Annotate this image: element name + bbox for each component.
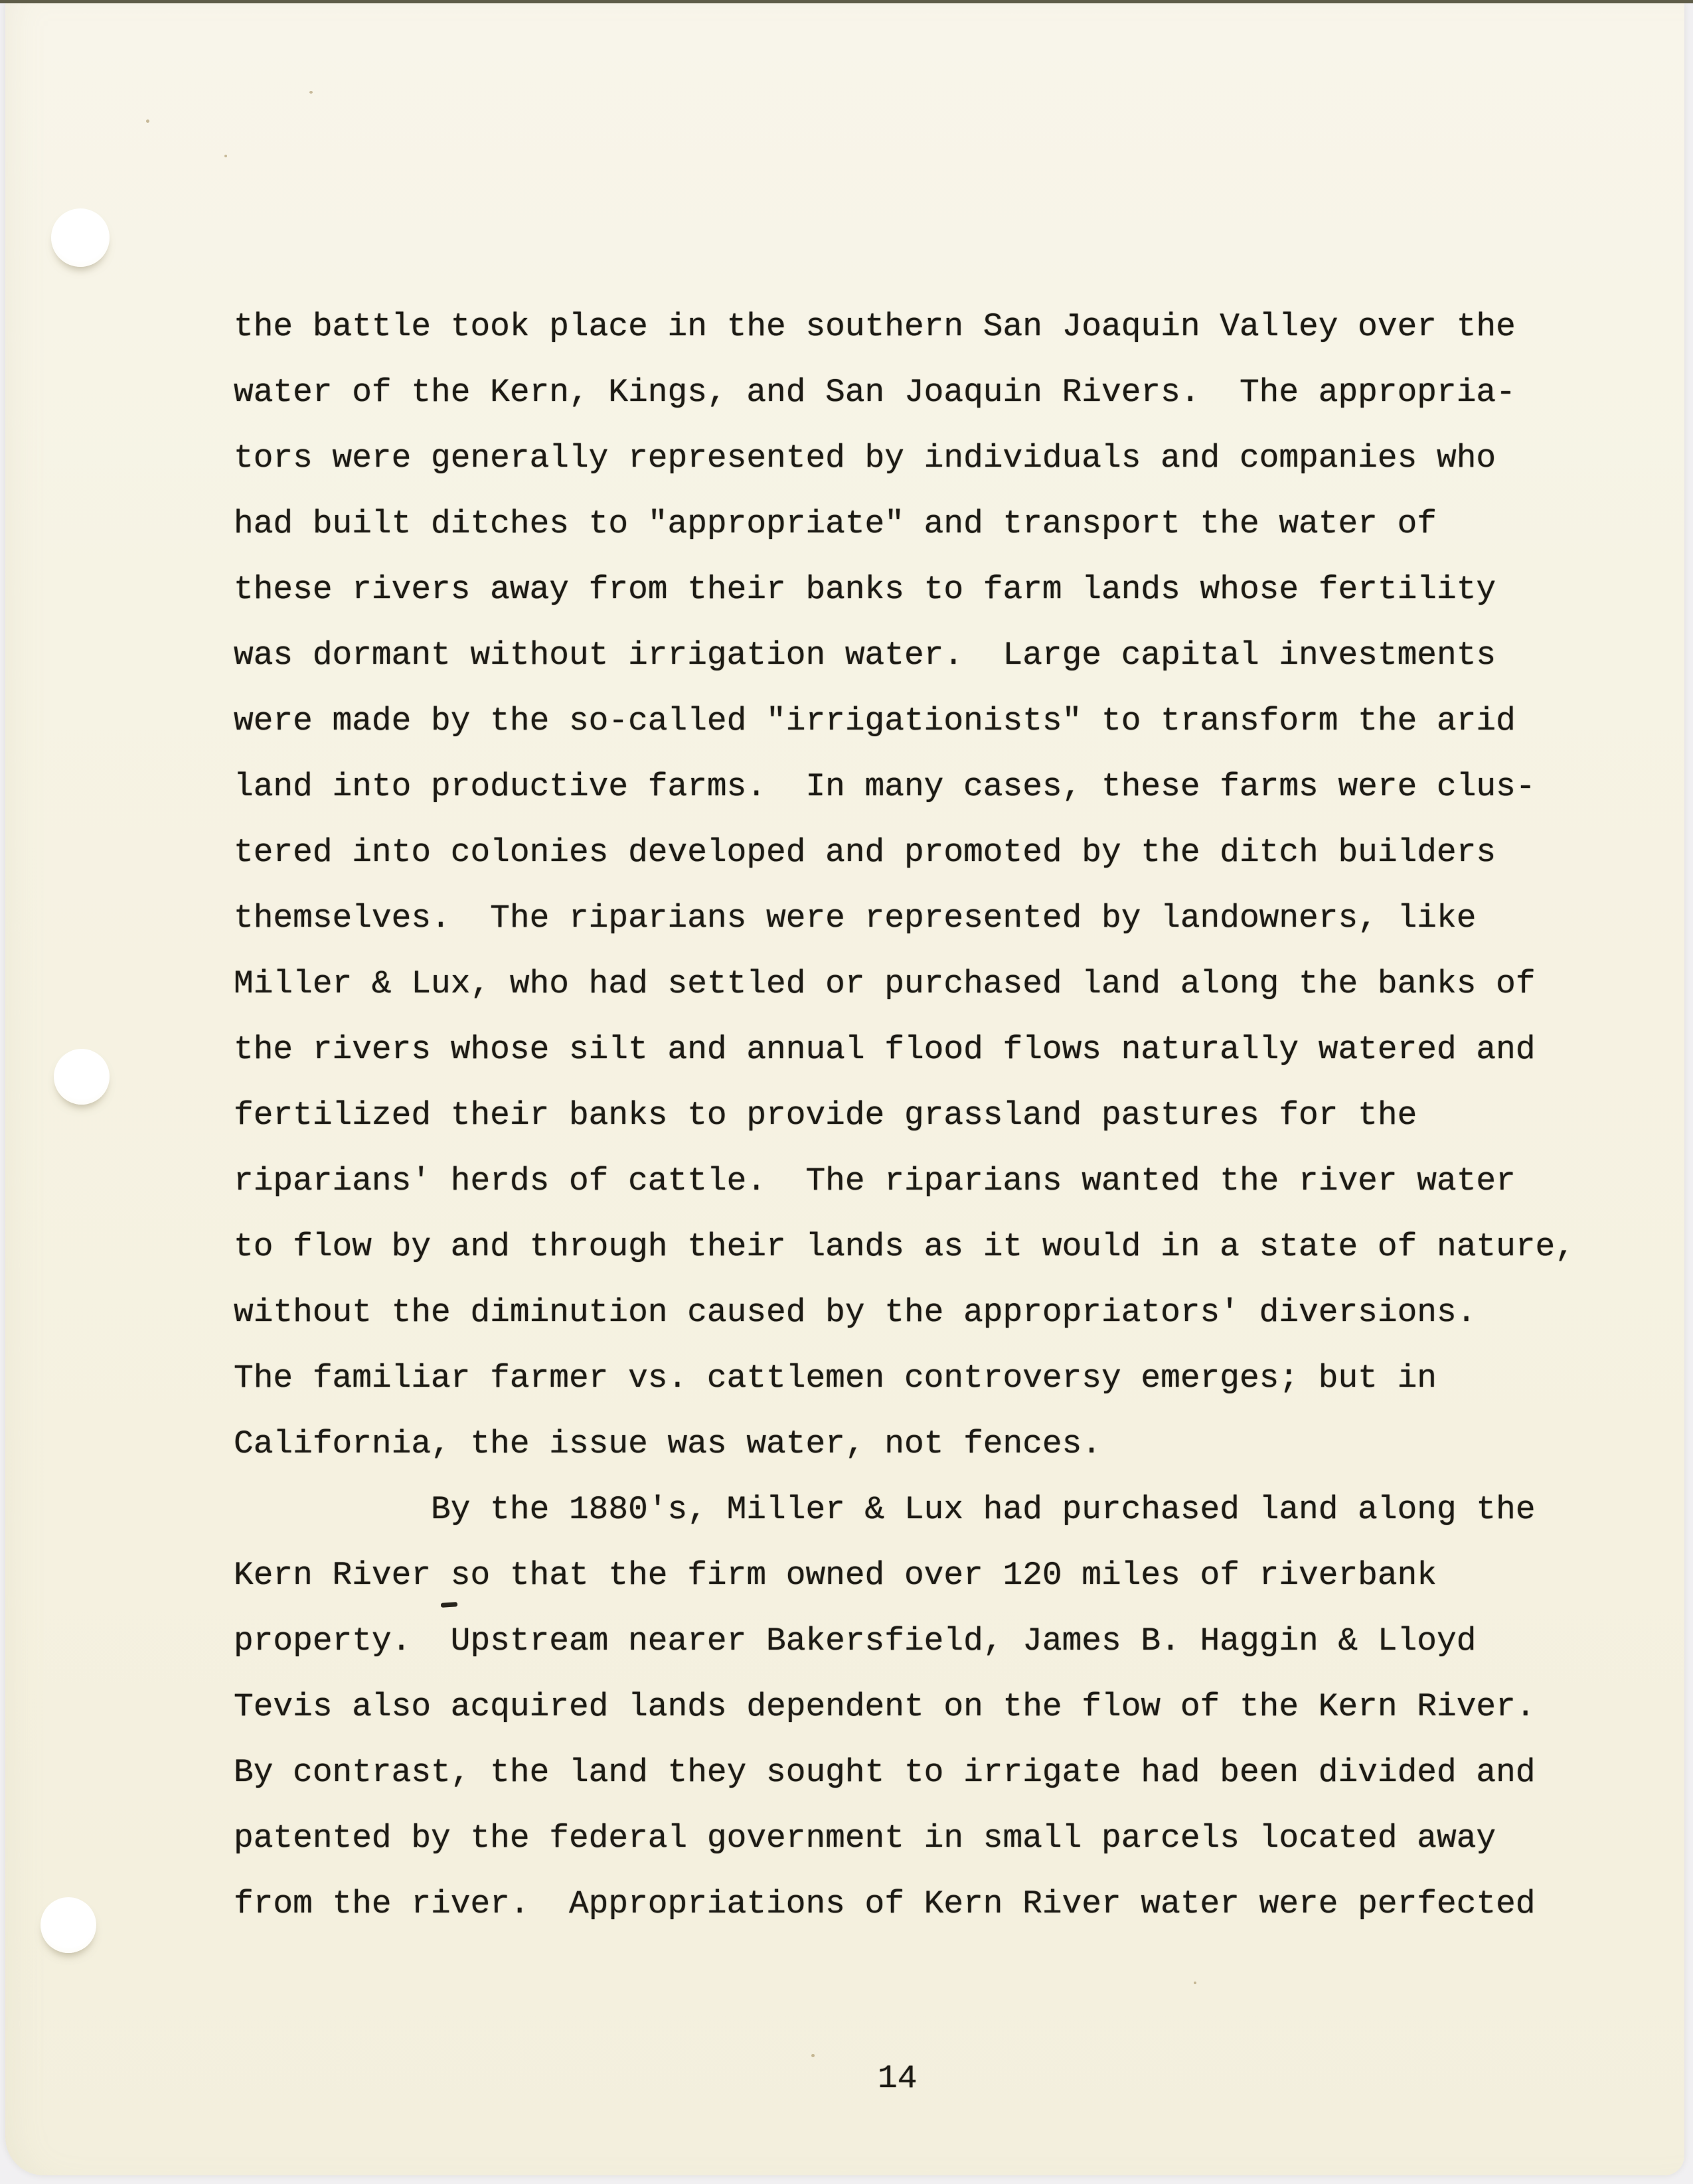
text-line: were made by the so-called "irrigationists" to transform the arid [234, 702, 1516, 740]
text-line: themselves. The riparians were represented by landowners, like [234, 899, 1477, 937]
text-line: land into productive farms. In many cases, these farms were clus- [234, 768, 1536, 805]
text-line: the rivers whose silt and annual flood flows naturally watered and [234, 1031, 1536, 1068]
text-line: tered into colonies developed and promoted by the ditch builders [234, 834, 1496, 871]
text-line: Miller & Lux, who had settled or purchased land along the banks of [234, 965, 1536, 1002]
text-line: riparians' herds of cattle. The riparians wanted the river water [234, 1162, 1516, 1200]
text-line: By contrast, the land they sought to irrigate had been divided and [234, 1754, 1536, 1791]
scan-edge-line [0, 0, 1693, 3]
text-line: to flow by and through their lands as it would in a state of nature, [234, 1228, 1575, 1265]
punch-hole-bottom [40, 1897, 96, 1953]
typewritten-text [234, 294, 1575, 1937]
text-line: the battle took place in the southern San Joaquin Valley over the [234, 308, 1516, 345]
text-line: these rivers away from their banks to farm lands whose fertility [234, 571, 1496, 608]
text-line: fertilized their banks to provide grassland pastures for the [234, 1097, 1417, 1134]
text-line: without the diminution caused by the appropriators' diversions. [234, 1294, 1477, 1331]
page-number: 14 [878, 2060, 918, 2097]
dust-speck [146, 119, 149, 123]
text-line: from the river. Appropriations of Kern River water were perfected [234, 1885, 1536, 1922]
text-line: Tevis also acquired lands dependent on the flow of the Kern River. [234, 1688, 1536, 1725]
punch-hole-top [51, 208, 110, 267]
text-line: By the 1880's, Miller & Lux had purchased land along the [234, 1491, 1536, 1528]
punch-hole-middle [54, 1049, 110, 1105]
text-line: patented by the federal government in small parcels located away [234, 1820, 1496, 1857]
text-line: property. Upstream nearer Bakersfield, James B. Haggin & Lloyd [234, 1622, 1477, 1660]
text-line: tors were generally represented by individuals and companies who [234, 439, 1496, 477]
text-line: water of the Kern, Kings, and San Joaquin Rivers. The appropria- [234, 374, 1516, 411]
dust-speck [224, 155, 227, 157]
text-line: Kern River so that the firm owned over 120 miles of riverbank [234, 1557, 1437, 1594]
text-line: was dormant without irrigation water. Large capital investments [234, 637, 1496, 674]
dust-speck [309, 91, 313, 94]
text-line: had built ditches to "appropriate" and transport the water of [234, 505, 1437, 542]
dust-speck [1194, 1982, 1196, 1984]
text-line: California, the issue was water, not fences. [234, 1425, 1102, 1462]
text-line: The familiar farmer vs. cattlemen controversy emerges; but in [234, 1360, 1437, 1397]
dust-speck [811, 2054, 815, 2057]
